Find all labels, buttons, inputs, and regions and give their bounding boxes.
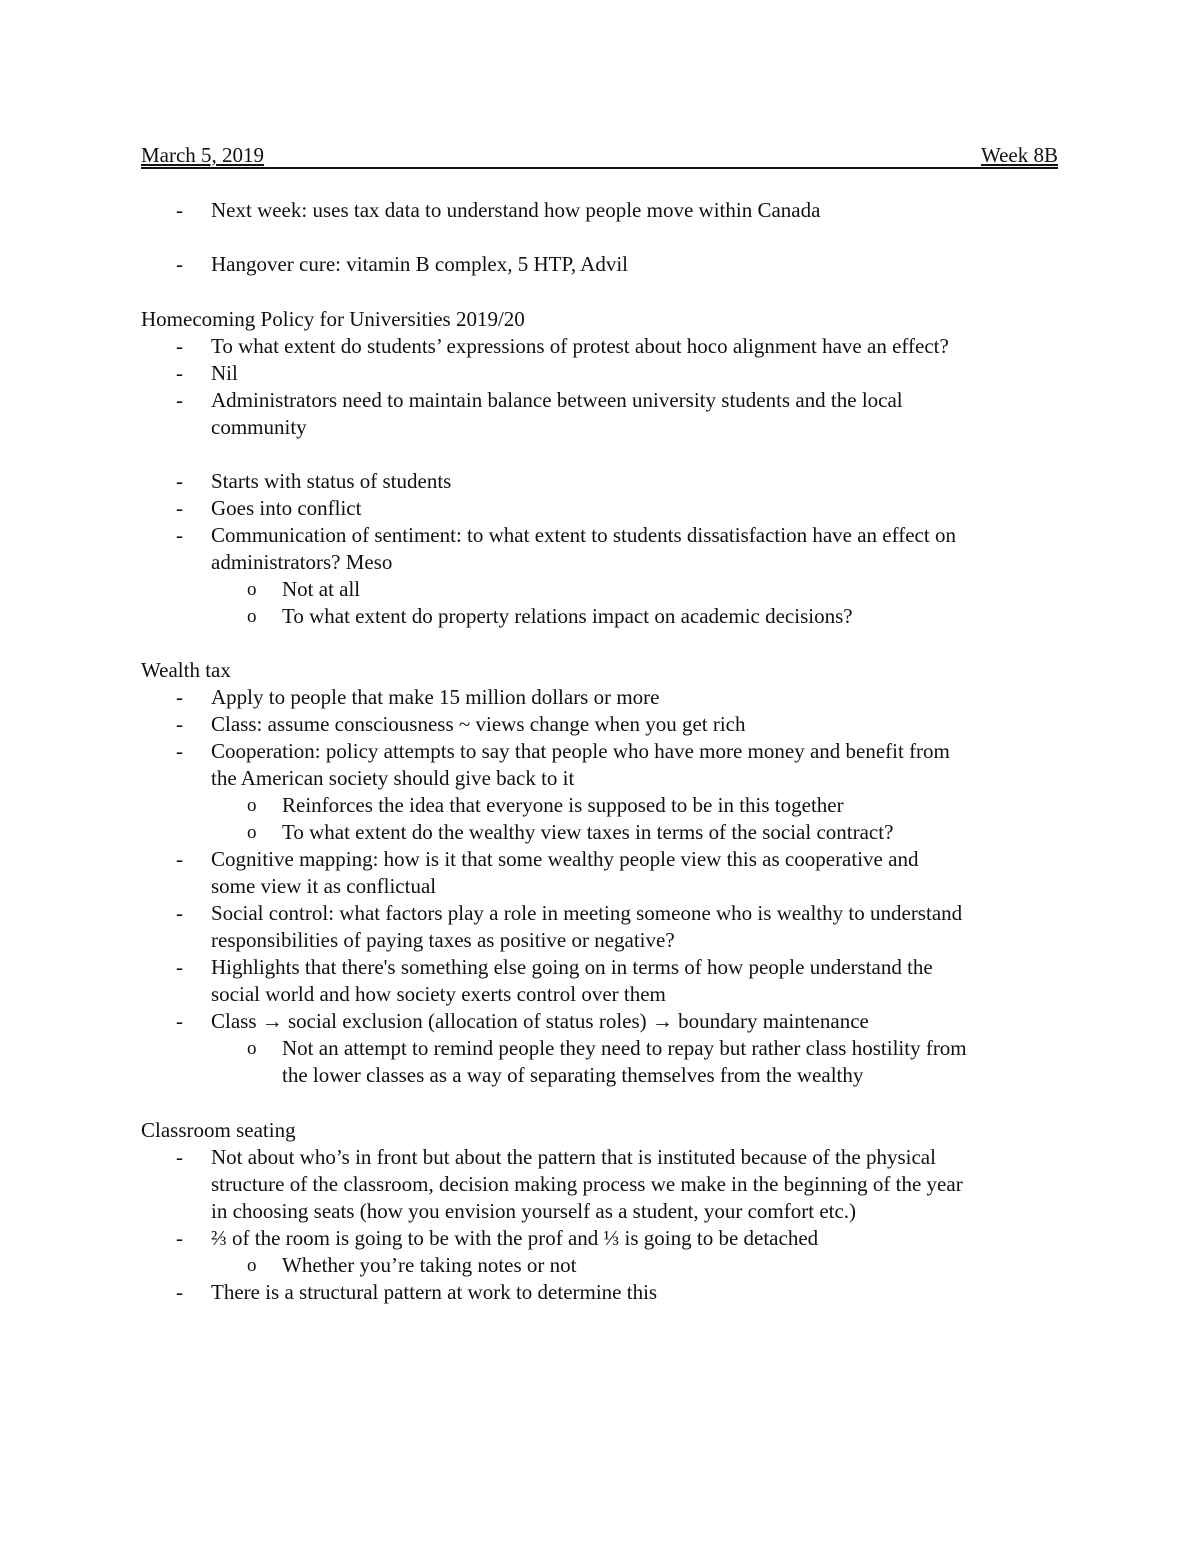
bullet-dash: - (176, 252, 183, 276)
section-heading-homecoming: Homecoming Policy for Universities 2019/20 (141, 307, 525, 331)
subnote-class-hostility: Not an attempt to remind people they need to repay but rather class hostility from (282, 1036, 967, 1060)
bullet-dash: - (176, 198, 183, 222)
bullet-dash: - (176, 1226, 183, 1250)
subnote-not-at-all: Not at all (282, 577, 361, 601)
page-header (141, 143, 1058, 169)
note-homecoming-question: To what extent do students’ expressions of protest about hoco alignment have an effect? (211, 334, 949, 358)
bullet-circle: o (247, 1255, 257, 1276)
note-class: Class: assume consciousness ~ views change when you get rich (211, 712, 746, 736)
note-highlights: Highlights that there's something else going on in terms of how people understand the (211, 955, 933, 979)
note-social-exclusion: Class → social exclusion (allocation of status roles) → boundary maintenance (211, 1009, 869, 1033)
section-heading-classroom-seating: Classroom seating (141, 1118, 296, 1142)
bullet-dash: - (176, 388, 183, 412)
note-social-control-cont: responsibilities of paying taxes as positive or negative? (211, 928, 675, 952)
bullet-dash: - (176, 1145, 183, 1169)
note-structural-pattern: There is a structural pattern at work to determine this (211, 1280, 658, 1304)
bullet-dash: - (176, 496, 183, 520)
bullet-dash: - (176, 1280, 183, 1304)
note-next-week: Next week: uses tax data to understand how people move within Canada (211, 198, 821, 222)
note-administrators-cont: community (211, 415, 307, 439)
note-status: Starts with status of students (211, 469, 452, 493)
note-highlights-cont: social world and how society exerts control over them (211, 982, 666, 1006)
note-cognitive-mapping-cont: some view it as conflictual (211, 874, 437, 898)
bullet-dash: - (176, 955, 183, 979)
bullet-dash: - (176, 739, 183, 763)
bullet-dash: - (176, 712, 183, 736)
note-communication: Communication of sentiment: to what extent to students dissatisfaction have an effect on (211, 523, 956, 547)
bullet-dash: - (176, 361, 183, 385)
bullet-circle: o (247, 606, 257, 627)
bullet-circle: o (247, 795, 257, 816)
note-seating-pattern: Not about who’s in front but about the pattern that is instituted because of the physical (211, 1145, 936, 1169)
bullet-dash: - (176, 469, 183, 493)
note-room-split: ⅔ of the room is going to be with the prof and ⅓ is going to be detached (211, 1226, 819, 1250)
note-seating-pattern-cont: structure of the classroom, decision making process we make in the beginning of the year (211, 1172, 963, 1196)
note-cooperation: Cooperation: policy attempts to say that people who have more money and benefit from (211, 739, 950, 763)
bullet-dash: - (176, 685, 183, 709)
subnote-property-relations: To what extent do property relations impact on academic decisions? (282, 604, 853, 628)
bullet-circle: o (247, 822, 257, 843)
header-date: March 5, 2019 (141, 143, 265, 167)
subnote-class-hostility-cont: the lower classes as a way of separating themselves from the wealthy (282, 1063, 864, 1087)
note-administrators: Administrators need to maintain balance between university students and the local (211, 388, 903, 412)
note-conflict: Goes into conflict (211, 496, 362, 520)
subnote-reinforces: Reinforces the idea that everyone is supposed to be in this together (282, 793, 844, 817)
bullet-dash: - (176, 1009, 183, 1033)
note-cooperation-cont: the American society should give back to it (211, 766, 575, 790)
section-heading-wealth-tax: Wealth tax (141, 658, 231, 682)
note-nil: Nil (211, 361, 238, 385)
header-week: Week 8B (980, 143, 1058, 167)
bullet-dash: - (176, 334, 183, 358)
bullet-dash: - (176, 847, 183, 871)
note-hangover-cure: Hangover cure: vitamin B complex, 5 HTP, Advil (211, 252, 629, 276)
bullet-dash: - (176, 523, 183, 547)
note-communication-cont: administrators? Meso (211, 550, 393, 574)
note-apply: Apply to people that make 15 million dollars or more (211, 685, 660, 709)
bullet-dash: - (176, 901, 183, 925)
subnote-taking-notes: Whether you’re taking notes or not (282, 1253, 577, 1277)
subnote-social-contract: To what extent do the wealthy view taxes in terms of the social contract? (282, 820, 894, 844)
note-seating-pattern-cont: in choosing seats (how you envision yourself as a student, your comfort etc.) (211, 1199, 857, 1223)
note-cognitive-mapping: Cognitive mapping: how is it that some wealthy people view this as cooperative and (211, 847, 919, 871)
note-social-control: Social control: what factors play a role in meeting someone who is wealthy to understand (211, 901, 963, 925)
bullet-circle: o (247, 579, 257, 600)
bullet-circle: o (247, 1038, 257, 1059)
